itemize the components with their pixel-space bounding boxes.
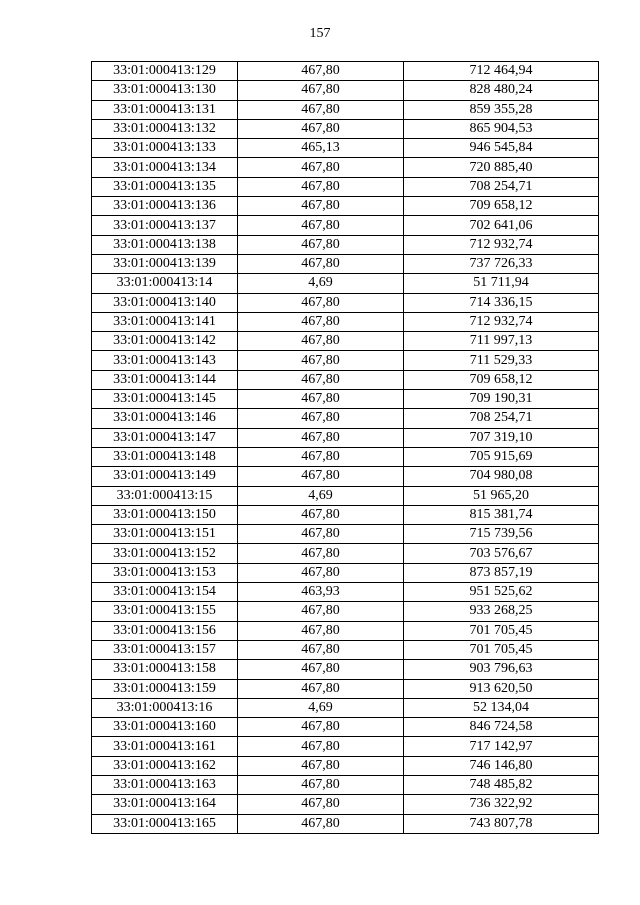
area-cell: 467,80 xyxy=(238,525,404,544)
value-cell: 708 254,71 xyxy=(404,409,599,428)
value-cell: 711 997,13 xyxy=(404,332,599,351)
cadastral-number-cell: 33:01:000413:147 xyxy=(92,428,238,447)
table-row xyxy=(92,775,599,794)
table-row xyxy=(92,583,599,602)
area-cell: 467,80 xyxy=(238,390,404,409)
area-cell: 467,80 xyxy=(238,756,404,775)
value-cell: 846 724,58 xyxy=(404,718,599,737)
value-cell: 903 796,63 xyxy=(404,660,599,679)
cadastral-number-cell: 33:01:000413:163 xyxy=(92,775,238,794)
area-cell: 467,80 xyxy=(238,621,404,640)
area-cell: 467,80 xyxy=(238,409,404,428)
cadastral-number-cell: 33:01:000413:159 xyxy=(92,679,238,698)
table-row xyxy=(92,756,599,775)
value-cell: 873 857,19 xyxy=(404,563,599,582)
value-cell: 711 529,33 xyxy=(404,351,599,370)
value-cell: 720 885,40 xyxy=(404,158,599,177)
table-row xyxy=(92,351,599,370)
area-cell: 467,80 xyxy=(238,293,404,312)
cadastral-number-cell: 33:01:000413:164 xyxy=(92,795,238,814)
cadastral-number-cell: 33:01:000413:134 xyxy=(92,158,238,177)
cadastral-number-cell: 33:01:000413:145 xyxy=(92,390,238,409)
table-row xyxy=(92,197,599,216)
area-cell: 467,80 xyxy=(238,814,404,833)
area-cell: 467,80 xyxy=(238,505,404,524)
cadastral-number-cell: 33:01:000413:143 xyxy=(92,351,238,370)
value-cell: 51 711,94 xyxy=(404,274,599,293)
area-cell: 467,80 xyxy=(238,332,404,351)
table-row xyxy=(92,679,599,698)
value-cell: 707 319,10 xyxy=(404,428,599,447)
cadastral-number-cell: 33:01:000413:144 xyxy=(92,370,238,389)
area-cell: 4,69 xyxy=(238,274,404,293)
value-cell: 708 254,71 xyxy=(404,177,599,196)
area-cell: 467,80 xyxy=(238,235,404,254)
table-row xyxy=(92,640,599,659)
area-cell: 467,80 xyxy=(238,62,404,81)
table-row xyxy=(92,370,599,389)
area-cell: 467,80 xyxy=(238,351,404,370)
table-row xyxy=(92,119,599,138)
table-row xyxy=(92,62,599,81)
table-row xyxy=(92,544,599,563)
value-cell: 865 904,53 xyxy=(404,119,599,138)
value-cell: 701 705,45 xyxy=(404,621,599,640)
value-cell: 703 576,67 xyxy=(404,544,599,563)
area-cell: 467,80 xyxy=(238,312,404,331)
table-row xyxy=(92,235,599,254)
area-cell: 467,80 xyxy=(238,216,404,235)
value-cell: 743 807,78 xyxy=(404,814,599,833)
cadastral-number-cell: 33:01:000413:133 xyxy=(92,139,238,158)
cadastral-number-cell: 33:01:000413:139 xyxy=(92,254,238,273)
value-cell: 701 705,45 xyxy=(404,640,599,659)
cadastral-number-cell: 33:01:000413:131 xyxy=(92,100,238,119)
cadastral-table xyxy=(91,61,599,834)
value-cell: 52 134,04 xyxy=(404,698,599,717)
area-cell: 467,80 xyxy=(238,737,404,756)
table-row xyxy=(92,100,599,119)
table-row xyxy=(92,525,599,544)
area-cell: 467,80 xyxy=(238,563,404,582)
area-cell: 467,80 xyxy=(238,81,404,100)
area-cell: 467,80 xyxy=(238,679,404,698)
cadastral-number-cell: 33:01:000413:161 xyxy=(92,737,238,756)
table-row xyxy=(92,390,599,409)
cadastral-number-cell: 33:01:000413:148 xyxy=(92,447,238,466)
table-row xyxy=(92,563,599,582)
table-row xyxy=(92,718,599,737)
table-row xyxy=(92,332,599,351)
value-cell: 946 545,84 xyxy=(404,139,599,158)
value-cell: 702 641,06 xyxy=(404,216,599,235)
table-body xyxy=(92,62,599,834)
cadastral-number-cell: 33:01:000413:153 xyxy=(92,563,238,582)
area-cell: 467,80 xyxy=(238,158,404,177)
cadastral-number-cell: 33:01:000413:154 xyxy=(92,583,238,602)
value-cell: 815 381,74 xyxy=(404,505,599,524)
table-row xyxy=(92,486,599,505)
area-cell: 467,80 xyxy=(238,795,404,814)
cadastral-number-cell: 33:01:000413:138 xyxy=(92,235,238,254)
cadastral-number-cell: 33:01:000413:150 xyxy=(92,505,238,524)
area-cell: 467,80 xyxy=(238,660,404,679)
value-cell: 748 485,82 xyxy=(404,775,599,794)
table-row xyxy=(92,254,599,273)
table-row xyxy=(92,428,599,447)
table-row xyxy=(92,81,599,100)
page-number: 157 xyxy=(309,26,331,41)
area-cell: 467,80 xyxy=(238,447,404,466)
cadastral-number-cell: 33:01:000413:137 xyxy=(92,216,238,235)
table-row xyxy=(92,312,599,331)
table-row xyxy=(92,293,599,312)
area-cell: 467,80 xyxy=(238,775,404,794)
table-row xyxy=(92,139,599,158)
area-cell: 467,80 xyxy=(238,602,404,621)
value-cell: 712 932,74 xyxy=(404,312,599,331)
cadastral-number-cell: 33:01:000413:140 xyxy=(92,293,238,312)
cadastral-number-cell: 33:01:000413:151 xyxy=(92,525,238,544)
value-cell: 736 322,92 xyxy=(404,795,599,814)
value-cell: 709 658,12 xyxy=(404,197,599,216)
value-cell: 828 480,24 xyxy=(404,81,599,100)
area-cell: 467,80 xyxy=(238,718,404,737)
cadastral-number-cell: 33:01:000413:152 xyxy=(92,544,238,563)
area-cell: 467,80 xyxy=(238,467,404,486)
table-row xyxy=(92,158,599,177)
table-row xyxy=(92,447,599,466)
table-row xyxy=(92,814,599,833)
table-row xyxy=(92,409,599,428)
table-row xyxy=(92,274,599,293)
cadastral-number-cell: 33:01:000413:129 xyxy=(92,62,238,81)
value-cell: 714 336,15 xyxy=(404,293,599,312)
cadastral-number-cell: 33:01:000413:157 xyxy=(92,640,238,659)
value-cell: 933 268,25 xyxy=(404,602,599,621)
cadastral-number-cell: 33:01:000413:146 xyxy=(92,409,238,428)
area-cell: 467,80 xyxy=(238,640,404,659)
cadastral-number-cell: 33:01:000413:165 xyxy=(92,814,238,833)
value-cell: 715 739,56 xyxy=(404,525,599,544)
table-row xyxy=(92,505,599,524)
table-row xyxy=(92,467,599,486)
cadastral-number-cell: 33:01:000413:142 xyxy=(92,332,238,351)
area-cell: 4,69 xyxy=(238,486,404,505)
table-row xyxy=(92,698,599,717)
cadastral-number-cell: 33:01:000413:136 xyxy=(92,197,238,216)
cadastral-number-cell: 33:01:000413:132 xyxy=(92,119,238,138)
cadastral-number-cell: 33:01:000413:130 xyxy=(92,81,238,100)
cadastral-number-cell: 33:01:000413:162 xyxy=(92,756,238,775)
value-cell: 709 190,31 xyxy=(404,390,599,409)
table-row xyxy=(92,660,599,679)
table-row xyxy=(92,177,599,196)
value-cell: 737 726,33 xyxy=(404,254,599,273)
value-cell: 709 658,12 xyxy=(404,370,599,389)
value-cell: 913 620,50 xyxy=(404,679,599,698)
area-cell: 463,93 xyxy=(238,583,404,602)
area-cell: 467,80 xyxy=(238,197,404,216)
cadastral-number-cell: 33:01:000413:158 xyxy=(92,660,238,679)
cadastral-number-cell: 33:01:000413:156 xyxy=(92,621,238,640)
value-cell: 717 142,97 xyxy=(404,737,599,756)
cadastral-number-cell: 33:01:000413:135 xyxy=(92,177,238,196)
cadastral-number-cell: 33:01:000413:16 xyxy=(92,698,238,717)
value-cell: 951 525,62 xyxy=(404,583,599,602)
cadastral-number-cell: 33:01:000413:141 xyxy=(92,312,238,331)
area-cell: 467,80 xyxy=(238,428,404,447)
area-cell: 467,80 xyxy=(238,177,404,196)
value-cell: 704 980,08 xyxy=(404,467,599,486)
table-row xyxy=(92,216,599,235)
area-cell: 465,13 xyxy=(238,139,404,158)
table-row xyxy=(92,621,599,640)
value-cell: 705 915,69 xyxy=(404,447,599,466)
table-row xyxy=(92,737,599,756)
value-cell: 859 355,28 xyxy=(404,100,599,119)
area-cell: 467,80 xyxy=(238,254,404,273)
area-cell: 467,80 xyxy=(238,119,404,138)
cadastral-number-cell: 33:01:000413:14 xyxy=(92,274,238,293)
value-cell: 51 965,20 xyxy=(404,486,599,505)
area-cell: 467,80 xyxy=(238,544,404,563)
table-row xyxy=(92,602,599,621)
area-cell: 467,80 xyxy=(238,100,404,119)
value-cell: 712 932,74 xyxy=(404,235,599,254)
area-cell: 467,80 xyxy=(238,370,404,389)
area-cell: 4,69 xyxy=(238,698,404,717)
cadastral-number-cell: 33:01:000413:160 xyxy=(92,718,238,737)
cadastral-number-cell: 33:01:000413:15 xyxy=(92,486,238,505)
value-cell: 746 146,80 xyxy=(404,756,599,775)
cadastral-number-cell: 33:01:000413:149 xyxy=(92,467,238,486)
value-cell: 712 464,94 xyxy=(404,62,599,81)
cadastral-number-cell: 33:01:000413:155 xyxy=(92,602,238,621)
table-row xyxy=(92,795,599,814)
